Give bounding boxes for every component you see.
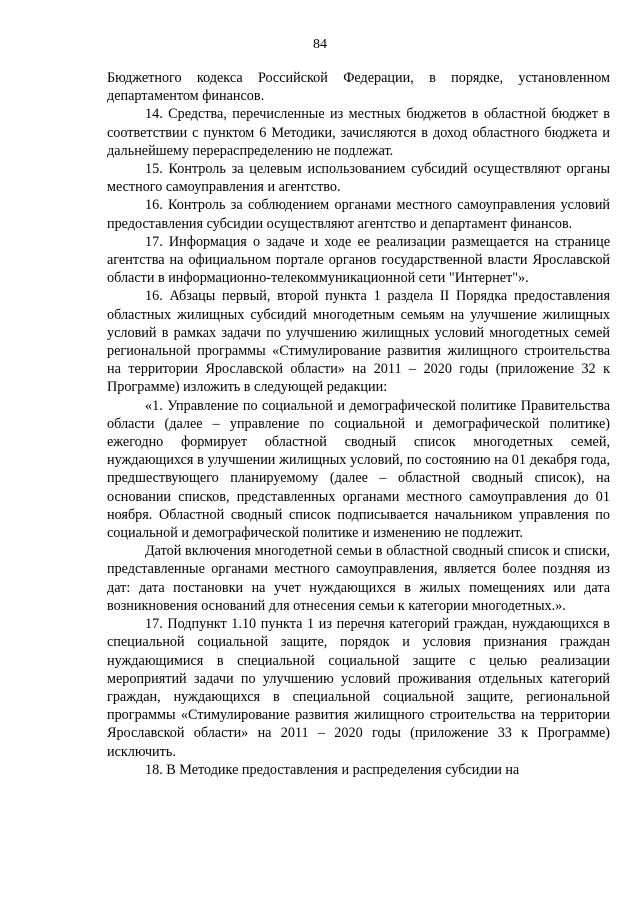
paragraph-continuation: Бюджетного кодекса Российской Федерации, в порядке, установленном департаментом финансов. bbox=[107, 70, 610, 105]
body-text bbox=[107, 69, 610, 779]
paragraph-amendment-18: 18. В Методике предоставления и распределения субсидии на bbox=[145, 761, 520, 778]
paragraph-item-14: 14. Средства, перечисленные из местных бюджетов в областной бюджет в соответствии с пунктом 6 Методики, зачисляются в доход областного бюджета и дальнейшему перераспределению не подлежат. bbox=[107, 106, 610, 159]
paragraph-amendment-17: 17. Подпункт 1.10 пункта 1 из перечня категорий граждан, нуждающихся в специальной социальной защите, порядок и условия признания граждан нуждающимися в специальной социальной защите с целью реализации мероприятий задачи по улучшению условий проживания отдельных категорий граждан, нуждающихся в специальной социальной защите, региональной программы «Стимулирование развития жилищного строительства на территории Ярославской области» на 2011 – 2020 годы (приложение 33 к Программе) исключить. bbox=[107, 616, 610, 760]
paragraph-item-15: 15. Контроль за целевым использованием субсидий осуществляют органы местного самоуправления и агентство. bbox=[107, 161, 610, 196]
page-number: 84 bbox=[313, 37, 327, 52]
paragraph-inclusion-date: Датой включения многодетной семьи в областной сводный список и списки, представленные органами местного самоуправления, является более поздняя из дат: дата постановки на учет нуждающихся в жилых помещениях или дата возникновения оснований для отнесения семьи к категории многодетных.». bbox=[107, 543, 610, 614]
paragraph-item-17: 17. Информация о задаче и ходе ее реализации размещается на странице агентства на официальном портале органов государственной власти Ярославской области в информационно-телекоммуникационной сети "Интернет"». bbox=[107, 233, 610, 287]
paragraph-quoted-clause-1: «1. Управление по социальной и демографической политике Правительства области (далее – управление по социальной и демографической политике) ежегодно формирует областной сводный список многодетных семей, нуждающихся в улучшении жилищных условий, по состоянию на 01 декабря года, предшествующего планируемому (далее – областной сводный список), на основании списков, представленных органами местного самоуправления до 01 ноября. Областной сводный список подписывается начальником управления по социальной и демографической политике и изменению не подлежит. bbox=[107, 397, 610, 542]
paragraph-item-16: 16. Контроль за соблюдением органами местного самоуправления условий предоставления субсидии осуществляют агентство и департамент финансов. bbox=[107, 197, 610, 232]
paragraph-amendment-16: 16. Абзацы первый, второй пункта 1 раздела II Порядка предоставления областных жилищных субсидий многодетным семьям на улучшение жилищных условий в рамках задачи по улучшению жилищных условий многодетных семей региональной программы «Стимулирование развития жилищного строительства на территории Ярославской области» на 2011 – 2020 годы (приложение 32 к Программе) изложить в следующей редакции: bbox=[107, 288, 610, 396]
